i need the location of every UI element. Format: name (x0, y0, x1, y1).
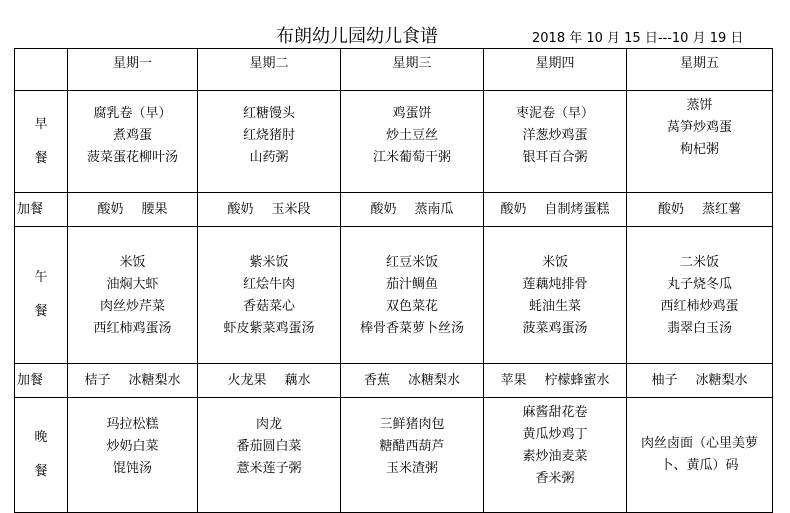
breakfast-label: 早 餐 (15, 91, 68, 193)
page-title: 布朗幼儿园幼儿食谱 (276, 26, 438, 47)
afternoon-snack-fri: 柚子 冰糖梨水 (627, 364, 773, 398)
morning-snack-wed: 酸奶 蒸南瓜 (341, 193, 484, 227)
breakfast-thu: 枣泥卷（早） 洋葱炒鸡蛋 银耳百合粥 (484, 91, 627, 193)
menu-table (14, 48, 773, 513)
dinner-fri: 肉丝卤面（心里美萝卜、黄瓜）码 (627, 398, 773, 513)
afternoon-snack-mon: 桔子 冰糖梨水 (68, 364, 198, 398)
morning-snack-thu: 酸奶 自制烤蛋糕 (484, 193, 627, 227)
morning-snack-fri: 酸奶 蒸红薯 (627, 193, 773, 227)
dinner-wed: 三鲜猪肉包 糖醋西葫芦 玉米渣粥 (341, 398, 484, 513)
afternoon-snack-tue: 火龙果 藕水 (198, 364, 341, 398)
afternoon-snack-thu: 苹果 柠檬蜂蜜水 (484, 364, 627, 398)
lunch-wed: 红豆米饭 茄汁鲷鱼 双色菜花 棒骨香菜萝卜丝汤 (341, 227, 484, 364)
lunch-fri: 二米饭 丸子烧冬瓜 西红柿炒鸡蛋 翡翠白玉汤 (627, 227, 773, 364)
breakfast-tue: 红糖馒头 红烧猪肘 山药粥 (198, 91, 341, 193)
corner-cell (15, 49, 68, 91)
dinner-label: 晚 餐 (15, 398, 68, 513)
day-header-tue: 星期二 (198, 49, 341, 91)
morning-snack-row (15, 193, 773, 227)
lunch-row (15, 227, 773, 364)
dinner-row (15, 398, 773, 513)
day-header-wed: 星期三 (341, 49, 484, 91)
afternoon-snack-label: 加餐 (15, 364, 68, 398)
afternoon-snack-wed: 香蕉 冰糖梨水 (341, 364, 484, 398)
morning-snack-tue: 酸奶 玉米段 (198, 193, 341, 227)
morning-snack-label: 加餐 (15, 193, 68, 227)
lunch-mon: 米饭 油焖大虾 肉丝炒芹菜 西红柿鸡蛋汤 (68, 227, 198, 364)
dinner-tue: 肉龙 番茄圆白菜 薏米莲子粥 (198, 398, 341, 513)
header-row (15, 49, 773, 91)
morning-snack-mon: 酸奶 腰果 (68, 193, 198, 227)
dinner-mon: 玛拉松糕 炒奶白菜 馄饨汤 (68, 398, 198, 513)
afternoon-snack-row (15, 364, 773, 398)
day-header-mon: 星期一 (68, 49, 198, 91)
breakfast-wed: 鸡蛋饼 炒土豆丝 江米葡萄干粥 (341, 91, 484, 193)
lunch-thu: 米饭 莲藕炖排骨 蚝油生菜 菠菜鸡蛋汤 (484, 227, 627, 364)
dinner-thu: 麻酱甜花卷 黄瓜炒鸡丁 素炒油麦菜 香米粥 (484, 398, 627, 513)
lunch-tue: 紫米饭 红烩牛肉 香菇菜心 虾皮紫菜鸡蛋汤 (198, 227, 341, 364)
day-header-thu: 星期四 (484, 49, 627, 91)
day-header-fri: 星期五 (627, 49, 773, 91)
lunch-label: 午 餐 (15, 227, 68, 364)
breakfast-mon: 腐乳卷（早） 煮鸡蛋 菠菜蛋花柳叶汤 (68, 91, 198, 193)
breakfast-row (15, 91, 773, 193)
breakfast-fri: 蒸饼 莴笋炒鸡蛋 枸杞粥 (627, 91, 773, 193)
date-range: 2018 年 10 月 15 日---10 月 19 日 (532, 31, 744, 46)
